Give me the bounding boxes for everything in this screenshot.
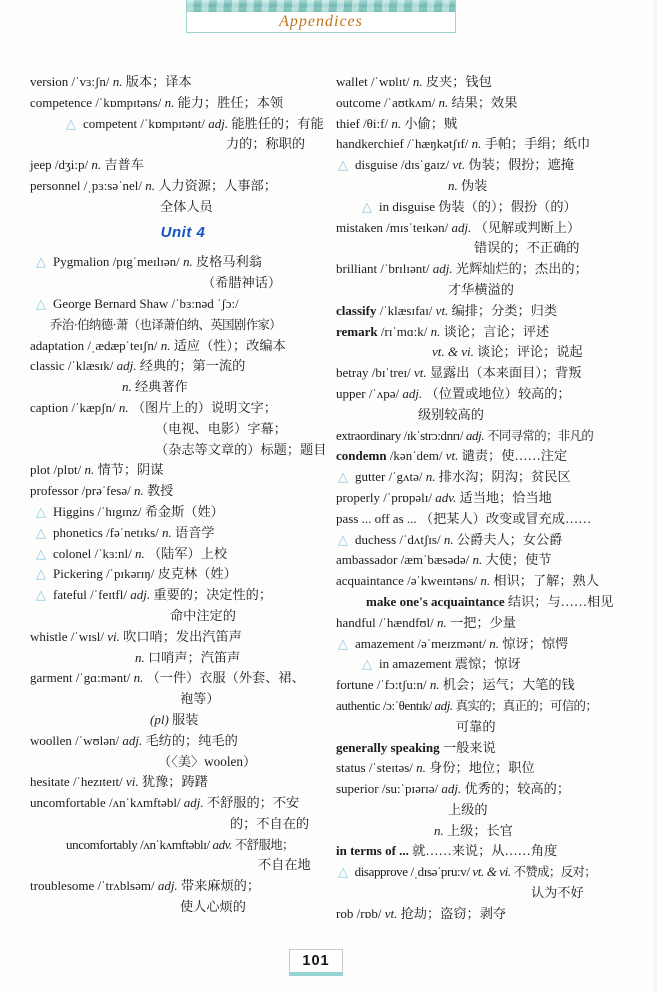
text-segment: 重要的；决定性的； bbox=[153, 587, 273, 603]
triangle-marker-icon: △ bbox=[338, 865, 348, 881]
page-number: 101 bbox=[302, 953, 330, 969]
text-segment: n. bbox=[471, 136, 485, 152]
text-segment: （见解或判断上） bbox=[474, 219, 581, 235]
text-segment: n. bbox=[391, 115, 405, 131]
text-segment: 服装 bbox=[172, 711, 199, 727]
text-segment: 能胜任的；有能 bbox=[231, 115, 324, 131]
vocab-line bbox=[30, 606, 336, 627]
page-edge-shadow bbox=[652, 0, 657, 992]
text-segment: competent /ˈkɒmpɪtənt/ bbox=[83, 115, 209, 131]
triangle-marker-icon: △ bbox=[36, 567, 46, 583]
text-segment: 相识；了解；熟人 bbox=[493, 573, 599, 589]
text-segment: 皮格马利翁 bbox=[196, 254, 262, 270]
vocab-line bbox=[30, 689, 336, 710]
text-segment: vt. bbox=[452, 157, 469, 173]
text-segment: 全体人员 bbox=[160, 198, 213, 214]
text-segment: 皮克林（姓） bbox=[157, 566, 237, 582]
vocabulary-columns bbox=[30, 72, 657, 925]
vocab-line bbox=[336, 155, 657, 176]
text-segment: Pygmalion /pɪgˈmeɪlɪən/ bbox=[53, 254, 183, 270]
text-segment: 手帕；手绢；纸巾 bbox=[484, 136, 591, 152]
text-segment: colonel /ˈkɜ:nl/ bbox=[53, 545, 135, 561]
vocab-line bbox=[30, 564, 336, 585]
text-segment: adj. bbox=[465, 427, 488, 443]
text-segment: classic /ˈklæsɪk/ bbox=[30, 358, 117, 374]
text-segment: 震惊；惊讶 bbox=[454, 656, 521, 672]
vocab-line bbox=[336, 738, 657, 759]
text-segment: 机会；运气；大笔的钱 bbox=[442, 677, 575, 693]
text-segment: 语音学 bbox=[175, 524, 215, 540]
vocab-line bbox=[336, 904, 657, 925]
text-segment: n. bbox=[122, 379, 135, 395]
vocab-line bbox=[336, 530, 657, 551]
text-segment: betray /bɪˈtreɪ/ bbox=[336, 365, 414, 381]
text-segment: ambassador /æmˈbæsədə/ bbox=[336, 552, 473, 568]
text-segment: adaptation /ˌædæpˈteɪʃn/ bbox=[30, 337, 161, 353]
triangle-marker-icon: △ bbox=[338, 470, 348, 486]
text-segment: 不自在地 bbox=[258, 857, 311, 873]
text-segment: 谴责；使……注定 bbox=[461, 448, 568, 464]
text-segment: version /ˈvɜ:ʃn/ bbox=[30, 74, 113, 89]
text-segment: 适当地；恰当地 bbox=[459, 489, 552, 505]
text-segment: adj. bbox=[130, 587, 154, 603]
vocab-line bbox=[30, 502, 336, 523]
text-segment: adv. bbox=[435, 489, 460, 505]
text-segment: n. bbox=[84, 462, 98, 478]
vocab-line bbox=[336, 238, 657, 259]
text-segment: gutter /ˈgʌtə/ bbox=[355, 469, 426, 485]
triangle-marker-icon: △ bbox=[362, 199, 372, 215]
text-segment: n. bbox=[443, 531, 457, 547]
text-segment: (pl) bbox=[150, 711, 173, 727]
text-segment: 犹豫；踌躇 bbox=[141, 774, 208, 790]
text-segment: plot /plɒt/ bbox=[30, 462, 85, 478]
text-segment: 带来麻烦的； bbox=[180, 878, 261, 894]
vocab-line bbox=[336, 675, 657, 696]
vocab-line bbox=[336, 800, 657, 821]
vocab-line bbox=[336, 363, 657, 384]
vocab-line bbox=[30, 197, 336, 218]
text-segment: 不舒服地； bbox=[234, 837, 294, 852]
text-segment: 伪装 bbox=[461, 177, 488, 193]
text-segment: vt. bbox=[435, 302, 452, 318]
text-segment: 上级的 bbox=[448, 801, 488, 817]
vocab-line bbox=[336, 218, 657, 239]
vocab-line bbox=[30, 897, 336, 918]
vocab-line bbox=[336, 613, 657, 634]
text-segment: vt. bbox=[445, 448, 462, 464]
vocab-line bbox=[30, 398, 336, 419]
text-segment: n. bbox=[480, 573, 494, 589]
text-segment: Higgins /ˈhɪgɪnz/ bbox=[53, 503, 145, 519]
text-segment: acquaintance /əˈkweɪntəns/ bbox=[336, 573, 481, 589]
vocab-line bbox=[336, 696, 657, 717]
text-segment: 编排；分类；归类 bbox=[451, 302, 558, 318]
vocab-line bbox=[336, 259, 657, 280]
vocab-line bbox=[336, 322, 657, 343]
text-segment: vt. & vi. bbox=[432, 344, 478, 360]
vocab-line bbox=[30, 460, 336, 481]
text-segment: 上级；长官 bbox=[447, 822, 513, 838]
text-segment: 教授 bbox=[146, 483, 174, 499]
vocab-line bbox=[30, 377, 336, 398]
text-segment: upper /ˈʌpə/ bbox=[336, 385, 403, 401]
vocab-line bbox=[336, 134, 657, 155]
text-segment: handkerchief /ˈhæŋkətʃɪf/ bbox=[336, 136, 472, 152]
text-segment: in disguise bbox=[379, 198, 439, 214]
triangle-marker-icon: △ bbox=[338, 636, 348, 652]
text-segment: vt. & vi. bbox=[472, 864, 514, 880]
text-segment: （杂志等文章的）标题；题目 bbox=[155, 441, 327, 457]
text-segment: 人力资源；人事部； bbox=[158, 177, 277, 193]
text-segment: mistaken /mɪsˈteɪkən/ bbox=[336, 219, 452, 235]
vocab-line bbox=[336, 550, 657, 571]
text-segment: 的；不自在的 bbox=[230, 815, 310, 831]
vocab-line bbox=[336, 176, 657, 197]
text-segment: 真实的；真正的；可信的； bbox=[455, 698, 598, 713]
text-segment: 版本；译本 bbox=[125, 74, 192, 89]
text-segment: n. bbox=[412, 74, 426, 89]
vocab-line bbox=[30, 315, 336, 336]
text-segment: adj. bbox=[432, 261, 456, 277]
text-segment: 袍等） bbox=[180, 691, 220, 707]
text-segment: woollen /ˈwʊlən/ bbox=[30, 732, 123, 748]
text-segment: n. bbox=[489, 635, 503, 651]
vocab-line bbox=[30, 814, 336, 835]
vocab-line bbox=[336, 779, 657, 800]
text-segment: whistle /ˈwɪsl/ bbox=[30, 628, 108, 644]
text-segment: 结识；与……相见 bbox=[507, 593, 614, 609]
text-segment: adj. bbox=[451, 219, 475, 235]
text-segment: make one's acquaintance bbox=[366, 593, 508, 609]
text-segment: （〈美〉woolen） bbox=[158, 753, 257, 769]
vocab-line bbox=[30, 668, 336, 689]
vocab-line bbox=[30, 835, 336, 856]
text-segment: 一般来说 bbox=[442, 739, 496, 755]
text-segment: n. bbox=[112, 74, 126, 89]
text-segment: adj. bbox=[208, 115, 232, 131]
vocab-line bbox=[30, 252, 336, 273]
text-segment: 才华横溢的 bbox=[448, 281, 514, 297]
text-segment: Pickering /ˈpɪkərɪŋ/ bbox=[53, 566, 158, 582]
text-segment: 不舒服的；不安 bbox=[206, 795, 300, 811]
text-segment: competence /ˈkɒmpɪtəns/ bbox=[30, 94, 165, 110]
vocab-line bbox=[336, 405, 657, 426]
text-segment: 谈论；评论；说起 bbox=[477, 344, 583, 360]
text-segment: generally speaking bbox=[336, 739, 443, 755]
text-segment: 小偷；贼 bbox=[404, 115, 458, 131]
text-segment: n. bbox=[425, 469, 439, 485]
text-segment: 显露出（本来面目）；背叛 bbox=[429, 365, 582, 381]
text-segment: thief /θi:f/ bbox=[336, 115, 392, 131]
text-segment: 希金斯（姓） bbox=[144, 503, 224, 519]
text-segment: adj. bbox=[122, 732, 146, 748]
triangle-marker-icon: △ bbox=[36, 296, 46, 312]
vocab-line bbox=[336, 197, 657, 218]
text-segment: 乔治·伯纳德·萧（也译萧伯纳、英国剧作家） bbox=[50, 317, 282, 332]
text-segment: classify bbox=[336, 302, 380, 318]
text-segment: 不同寻常的；非凡的 bbox=[487, 428, 594, 443]
text-segment: adj. bbox=[441, 781, 465, 797]
vocab-line bbox=[30, 72, 336, 93]
vocab-line bbox=[30, 793, 336, 814]
text-segment: n. bbox=[448, 177, 461, 193]
text-segment: 一把；少量 bbox=[450, 614, 516, 630]
vocab-line bbox=[336, 634, 657, 655]
header-photo-band bbox=[187, 0, 455, 12]
text-segment: adj. bbox=[434, 697, 456, 713]
text-segment: phonetics /fəˈnetɪks/ bbox=[53, 524, 163, 540]
vocab-line bbox=[30, 544, 336, 565]
text-segment: vi. bbox=[107, 628, 124, 644]
text-segment: （陆军）上校 bbox=[148, 545, 228, 561]
text-segment: 伪装（的）；假扮（的） bbox=[438, 198, 577, 214]
text-segment: n. bbox=[429, 677, 443, 693]
vocab-line bbox=[336, 717, 657, 738]
right-column bbox=[336, 72, 657, 925]
text-segment: 吉普车 bbox=[104, 157, 144, 173]
vocab-line bbox=[336, 758, 657, 779]
text-segment: adj. bbox=[402, 385, 426, 401]
text-segment: 优秀的；较高的； bbox=[464, 781, 571, 797]
text-segment: in terms of ... bbox=[336, 843, 413, 859]
text-segment: n. bbox=[430, 323, 444, 339]
triangle-marker-icon: △ bbox=[338, 158, 348, 174]
vocab-line bbox=[30, 627, 336, 648]
text-segment: George Bernard Shaw /ˈbɜ:nəd ˈʃɔ:/ bbox=[53, 295, 239, 311]
text-segment: disguise /dɪsˈgaɪz/ bbox=[355, 157, 453, 173]
text-segment: n. bbox=[434, 822, 447, 838]
text-segment: professor /prəˈfesə/ bbox=[30, 483, 134, 499]
triangle-marker-icon: △ bbox=[36, 525, 46, 541]
text-segment: 毛纺的；纯毛的 bbox=[145, 732, 238, 748]
text-segment: n. bbox=[437, 614, 451, 630]
header-title: Appendices bbox=[279, 13, 363, 30]
text-segment: brilliant /ˈbrɪlɪənt/ bbox=[336, 261, 433, 277]
vocab-line bbox=[336, 301, 657, 322]
text-segment: 力的；称职的 bbox=[226, 136, 306, 152]
text-segment: 经典的；第一流的 bbox=[139, 358, 246, 374]
vocab-line bbox=[30, 440, 336, 461]
text-segment: properly /ˈprɒpəlɪ/ bbox=[336, 489, 436, 505]
text-segment: superior /su:ˈpɪərɪə/ bbox=[336, 781, 442, 797]
text-segment: adj. bbox=[157, 878, 181, 894]
triangle-marker-icon: △ bbox=[36, 588, 46, 604]
text-segment: 不赞成；反对； bbox=[513, 865, 597, 880]
vocab-line bbox=[336, 384, 657, 405]
triangle-marker-icon: △ bbox=[36, 546, 46, 562]
text-segment: 谈论；言论；评述 bbox=[443, 323, 550, 339]
text-segment: 级别较高的 bbox=[418, 406, 484, 422]
text-segment: 可靠的 bbox=[456, 718, 496, 734]
text-segment: troublesome /ˈtrʌblsəm/ bbox=[30, 878, 158, 894]
text-segment: in amazement bbox=[379, 656, 455, 672]
vocab-line bbox=[336, 821, 657, 842]
text-segment: 吹口哨；发出汽笛声 bbox=[123, 628, 242, 644]
text-segment: （图片上的）说明文字； bbox=[131, 399, 277, 415]
text-segment: wallet /ˈwɒlɪt/ bbox=[336, 74, 413, 89]
text-segment: condemn bbox=[336, 448, 390, 464]
text-segment: adv. bbox=[212, 836, 235, 852]
vocab-line bbox=[336, 841, 657, 862]
text-segment: 结果；效果 bbox=[451, 94, 518, 110]
text-segment: Unit 4 bbox=[160, 223, 206, 241]
text-segment: 惊讶；惊愕 bbox=[502, 635, 569, 651]
text-segment: authentic /ɔ:ˈθentɪk/ bbox=[336, 697, 435, 713]
page-header bbox=[186, 0, 456, 33]
vocab-line bbox=[336, 509, 657, 530]
text-segment: /kənˈdem/ bbox=[389, 448, 446, 464]
text-segment: 能力；胜任；本领 bbox=[177, 94, 284, 110]
text-segment: 排水沟；阴沟；贫民区 bbox=[438, 469, 571, 485]
vocab-line bbox=[30, 273, 336, 294]
vocab-line bbox=[336, 93, 657, 114]
vocab-line bbox=[30, 752, 336, 773]
vocab-line bbox=[336, 654, 657, 675]
text-segment: n. bbox=[160, 337, 174, 353]
triangle-marker-icon: △ bbox=[338, 532, 348, 548]
text-segment: n. bbox=[145, 177, 159, 193]
text-segment: n. bbox=[91, 157, 105, 173]
text-segment: 经典著作 bbox=[135, 379, 188, 395]
text-segment: amazement /əˈmeɪzmənt/ bbox=[355, 635, 490, 651]
text-segment: n. bbox=[133, 483, 147, 499]
text-segment: n. bbox=[416, 760, 430, 776]
text-segment: 就……来说；从……角度 bbox=[412, 843, 558, 859]
text-segment: n. bbox=[438, 94, 452, 110]
text-segment: uncomfortably /ʌnˈkʌmftəblɪ/ bbox=[66, 836, 213, 852]
vocab-line bbox=[30, 356, 336, 377]
vocab-line bbox=[336, 571, 657, 592]
vocab-line bbox=[30, 710, 336, 731]
vocab-line bbox=[30, 855, 336, 876]
text-segment: 抢劫；盗窃；剥夺 bbox=[400, 905, 507, 921]
vocab-line bbox=[30, 876, 336, 897]
vocab-line bbox=[336, 342, 657, 363]
text-segment: 身份；地位；职位 bbox=[429, 760, 535, 776]
vocab-line bbox=[30, 336, 336, 357]
text-segment: 皮夹；钱包 bbox=[425, 74, 492, 89]
vocab-line bbox=[336, 114, 657, 135]
vocab-line bbox=[30, 134, 336, 155]
text-segment: 适应（性）；改编本 bbox=[173, 337, 286, 353]
text-segment: n. bbox=[133, 670, 147, 686]
page-number-tab bbox=[289, 949, 343, 976]
vocab-line bbox=[30, 523, 336, 544]
text-segment: 使人心烦的 bbox=[180, 899, 246, 915]
text-segment: 公爵夫人；女公爵 bbox=[456, 531, 563, 547]
text-segment: uncomfortable /ʌnˈkʌmftəbl/ bbox=[30, 795, 184, 811]
triangle-marker-icon: △ bbox=[36, 504, 46, 520]
vocab-line bbox=[336, 488, 657, 509]
unit-heading bbox=[30, 223, 336, 244]
text-segment: disapprove /ˌdɪsəˈpru:v/ bbox=[354, 864, 473, 880]
text-segment: status /ˈsteɪtəs/ bbox=[336, 760, 417, 776]
triangle-marker-icon: △ bbox=[66, 116, 76, 132]
text-segment: extraordinary /ɪkˈstrɔ:dnrɪ/ bbox=[336, 427, 466, 443]
vocab-line bbox=[336, 72, 657, 93]
text-segment: 大使；使节 bbox=[485, 552, 552, 568]
text-segment: vt. bbox=[413, 365, 430, 381]
text-segment: pass ... off as ... bbox=[336, 510, 420, 526]
text-segment: vi. bbox=[126, 774, 142, 790]
text-segment: 光辉灿烂的；杰出的； bbox=[455, 261, 588, 277]
text-segment: （一件）衣服（外套、裙、 bbox=[146, 670, 305, 686]
vocab-line bbox=[336, 446, 657, 467]
text-segment: jeep /dʒi:p/ bbox=[30, 157, 92, 173]
vocab-line bbox=[30, 481, 336, 502]
vocab-line bbox=[30, 93, 336, 114]
text-segment: n. bbox=[135, 545, 148, 561]
text-segment: /ˈklæsɪfaɪ/ bbox=[379, 302, 436, 318]
vocab-line bbox=[30, 419, 336, 440]
text-segment: fateful /ˈfeɪtfl/ bbox=[53, 587, 131, 603]
vocab-line bbox=[30, 648, 336, 669]
text-segment: （把某人）改变或冒充成…… bbox=[419, 510, 592, 526]
text-segment: rob /rɒb/ bbox=[336, 905, 385, 921]
text-segment: fortune /ˈfɔ:tʃu:n/ bbox=[336, 677, 430, 693]
triangle-marker-icon: △ bbox=[362, 657, 372, 673]
text-segment: hesitate /ˈhezɪteɪt/ bbox=[30, 774, 127, 790]
text-segment: 认为不好 bbox=[531, 885, 584, 901]
vocab-line bbox=[30, 772, 336, 793]
vocab-line bbox=[336, 280, 657, 301]
text-segment: 口哨声；汽笛声 bbox=[148, 649, 241, 665]
text-segment: adj. bbox=[116, 358, 140, 374]
text-segment: 错误的；不正确的 bbox=[474, 240, 580, 256]
text-segment: duchess /ˈdʌtʃɪs/ bbox=[355, 531, 444, 547]
text-segment: 命中注定的 bbox=[170, 607, 236, 623]
text-segment: （希腊神话） bbox=[202, 275, 282, 291]
text-segment: 情节；阴谋 bbox=[97, 462, 164, 478]
text-segment: 伪装；假扮；遮掩 bbox=[468, 157, 574, 173]
text-segment: （电视、电影）字幕； bbox=[155, 420, 287, 436]
vocab-line bbox=[30, 114, 336, 135]
vocab-line bbox=[30, 176, 336, 197]
left-column bbox=[30, 72, 336, 925]
text-segment: /rɪˈmɑ:k/ bbox=[380, 323, 431, 339]
text-segment: adj. bbox=[183, 795, 207, 811]
text-segment: n. bbox=[472, 552, 486, 568]
vocab-line bbox=[30, 585, 336, 606]
text-segment: n. bbox=[183, 254, 196, 270]
vocab-line bbox=[30, 294, 336, 315]
text-segment: n. bbox=[162, 524, 176, 540]
vocab-line bbox=[336, 426, 657, 447]
text-segment: （位置或地位）较高的； bbox=[425, 385, 571, 401]
text-segment: n. bbox=[164, 94, 178, 110]
text-segment: outcome /ˈaʊtkʌm/ bbox=[336, 94, 439, 110]
vocab-line bbox=[336, 467, 657, 488]
vocab-line bbox=[336, 883, 657, 904]
text-segment: personnel /ˌpɜ:səˈnel/ bbox=[30, 177, 146, 193]
vocab-line bbox=[30, 155, 336, 176]
text-segment: remark bbox=[336, 323, 381, 339]
vocab-line bbox=[336, 862, 657, 883]
text-segment: n. bbox=[118, 399, 132, 415]
text-segment: vt. bbox=[384, 905, 401, 921]
text-segment: garment /ˈgɑ:mənt/ bbox=[30, 670, 134, 686]
vocab-line bbox=[336, 592, 657, 613]
text-segment: caption /ˈkæpʃn/ bbox=[30, 399, 119, 415]
text-segment: n. bbox=[135, 649, 148, 665]
vocab-line bbox=[30, 731, 336, 752]
triangle-marker-icon: △ bbox=[36, 255, 46, 271]
text-segment: handful /ˈhændfʊl/ bbox=[336, 614, 438, 630]
